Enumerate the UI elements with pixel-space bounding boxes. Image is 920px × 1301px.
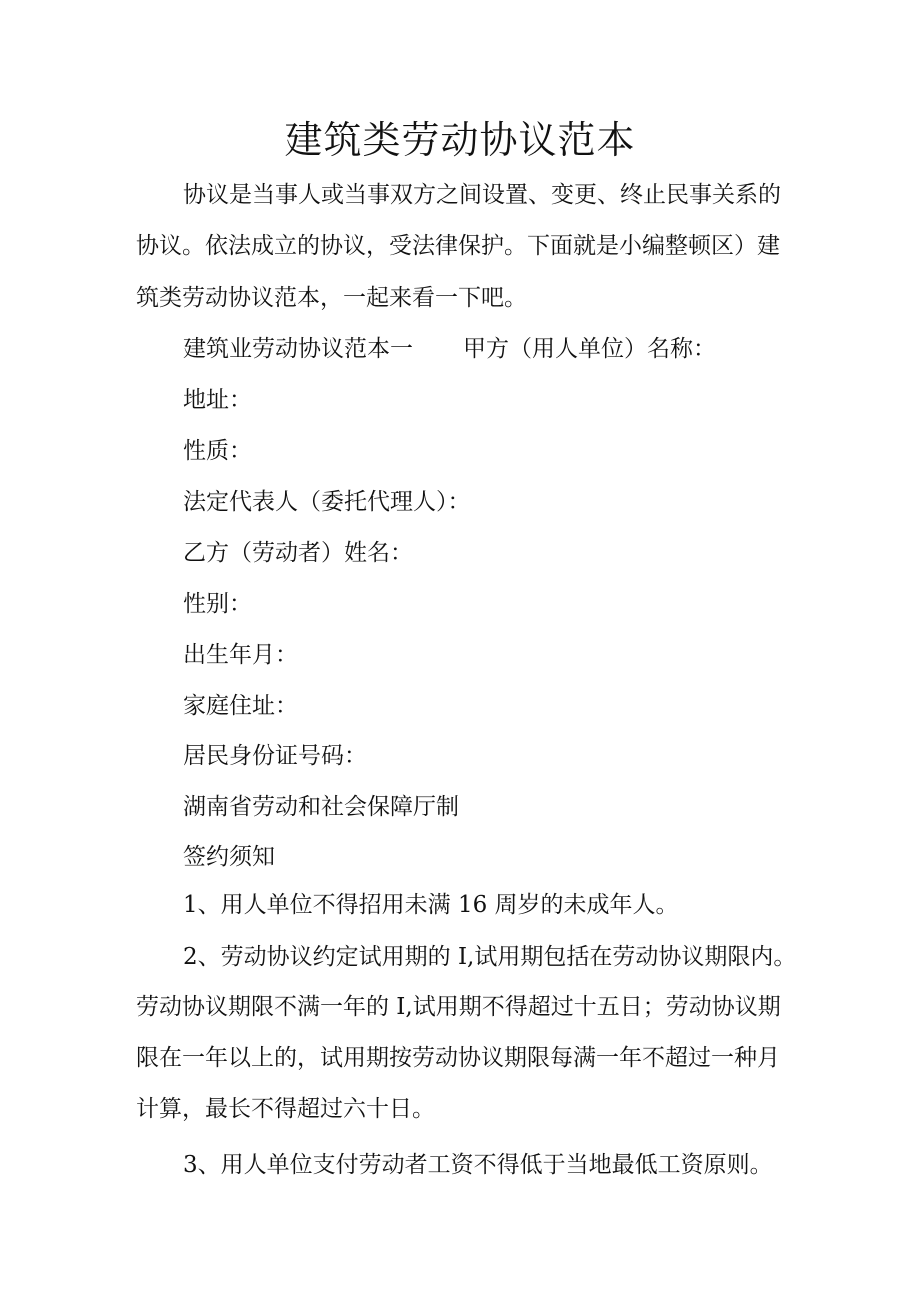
party-a-name-label: 甲方（用人单位）名称： — [463, 336, 716, 362]
field-address: 地址： — [183, 387, 252, 413]
intro-line-1: 协议是当事人或当事双方之间设置、变更、终止民事关系的 — [183, 182, 781, 208]
field-legal-representative: 法定代表人（委托代理人）： — [183, 489, 471, 515]
field-birth-date: 出生年月： — [183, 642, 298, 668]
clause-3: 3、用人单位支付劳动者工资不得低于当地最低工资原则。 — [183, 1152, 773, 1178]
issuer-line: 湖南省劳动和社会保障厅制 — [183, 794, 459, 820]
clause-2-line-3: 限在一年以上的，试用期按劳动协议期限每满一年不超过一种月 — [136, 1045, 780, 1071]
field-gender: 性别： — [183, 591, 252, 617]
document-title: 建筑类劳动协议范本 — [284, 118, 636, 162]
field-party-b-name: 乙方（劳动者）姓名： — [183, 540, 413, 566]
clause-2-line-2: 劳动协议期限不满一年的 I,试用期不得超过十五日；劳动协议期 — [136, 994, 781, 1020]
field-id-number: 居民身份证号码： — [183, 743, 367, 769]
clause-2-line-1: 2、劳动协议约定试用期的 I,试用期包括在劳动协议期限内。 — [183, 944, 797, 970]
intro-line-2: 协议。依法成立的协议，受法律保护。下面就是小编整顿区）建 — [136, 233, 780, 259]
sample-heading: 建筑业劳动协议范本一 — [183, 336, 413, 362]
intro-line-3: 筑类劳动协议范本，一起来看一下吧。 — [136, 285, 527, 311]
field-home-address: 家庭住址： — [183, 693, 298, 719]
clause-2-line-4: 计算，最长不得超过六十日。 — [136, 1096, 435, 1122]
sample-heading-row — [183, 332, 716, 366]
signing-notes-heading: 签约须知 — [183, 844, 275, 870]
field-nature: 性质： — [183, 438, 252, 464]
clause-1: 1、用人单位不得招用未满 16 周岁的未成年人。 — [183, 892, 679, 918]
